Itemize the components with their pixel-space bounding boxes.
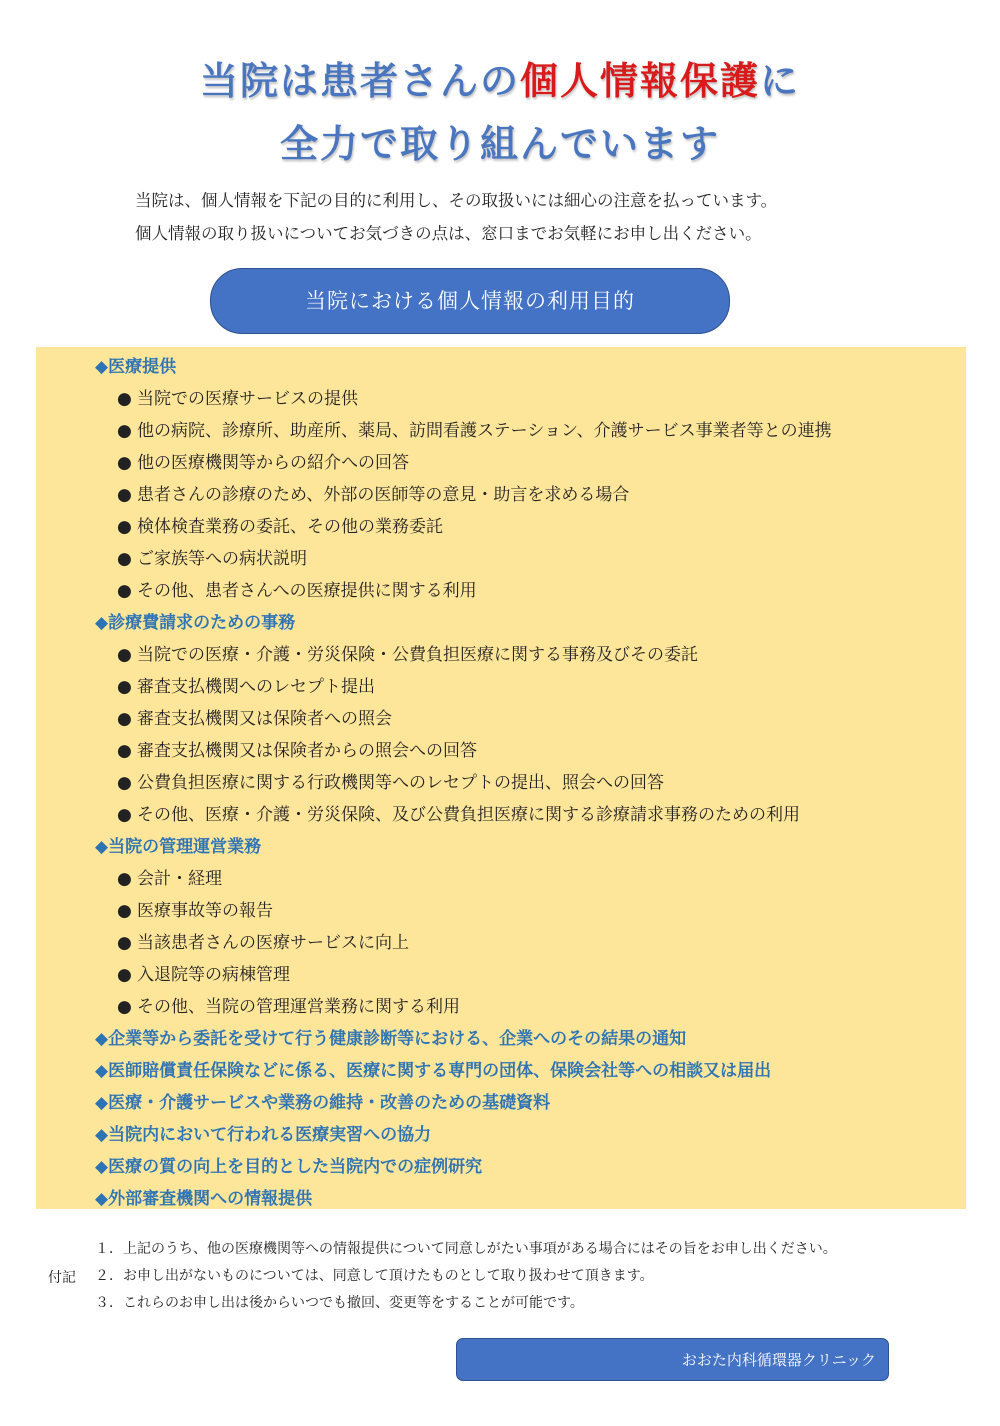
bullet-icon: ● — [117, 933, 132, 953]
list-item-text: 審査支払機関又は保険者への照会 — [137, 709, 392, 729]
bullet-icon: ● — [117, 453, 132, 473]
section-heading: ◆診療費請求のための事務 — [95, 613, 296, 633]
section-heading: ◆企業等から委託を受けて行う健康診断等における、企業へのその結果の通知 — [95, 1029, 687, 1049]
list-item-text: 会計・経理 — [137, 869, 222, 889]
title-prefix: 当院は患者さんの — [199, 59, 520, 103]
list-item-text: 審査支払機関又は保険者からの照会への回答 — [137, 741, 477, 761]
notes-label: 付記 — [48, 1270, 76, 1286]
list-item-text: その他、患者さんへの医療提供に関する利用 — [137, 581, 477, 601]
bullet-icon: ● — [117, 869, 132, 889]
bullet-icon: ● — [117, 773, 132, 793]
list-item-text: その他、当院の管理運営業務に関する利用 — [137, 997, 460, 1017]
list-item-text: 当院での医療・介護・労災保険・公費負担医療に関する事務及びその委託 — [137, 645, 698, 665]
list-item-text: 患者さんの診療のため、外部の医師等の意見・助言を求める場合 — [137, 485, 630, 505]
note-line-2: ２．お申し出がないものについては、同意して頂けたものとして取り扱わせて頂きます。 — [95, 1268, 654, 1284]
bullet-icon: ● — [117, 805, 132, 825]
intro-line1: 当院は、個人情報を下記の目的に利用し、その取扱いには細心の注意を払っています。 — [135, 191, 778, 210]
bullet-icon: ● — [117, 421, 132, 441]
list-item — [117, 384, 358, 409]
list-item — [117, 864, 222, 889]
list-item — [117, 896, 273, 921]
bullet-icon: ● — [117, 389, 132, 409]
bullet-icon: ● — [117, 485, 132, 505]
list-item-text: その他、医療・介護・労災保険、及び公費負担医療に関する診療請求事務のための利用 — [137, 805, 800, 825]
list-item — [117, 704, 392, 729]
bullet-icon: ● — [117, 581, 132, 601]
list-item — [117, 768, 664, 793]
list-item — [117, 480, 629, 505]
section-heading: ◆当院の管理運営業務 — [95, 837, 262, 857]
note-line-1: １．上記のうち、他の医療機関等への情報提供について同意しがたい事項がある場合にはその旨をお申し出ください。 — [95, 1241, 837, 1257]
list-item-text: 他の医療機関等からの紹介への回答 — [137, 453, 409, 473]
page-title-line2: 全力で取り組んでいます — [279, 122, 720, 166]
bullet-icon: ● — [117, 677, 132, 697]
list-item — [117, 544, 307, 569]
list-item-text: 他の病院、診療所、助産所、薬局、訪問看護ステーション、介護サービス事業者等との連携 — [137, 421, 832, 441]
list-item — [117, 448, 409, 473]
bullet-icon: ● — [117, 997, 132, 1017]
intro-line2: 個人情報の取り扱いについてお気づきの点は、窓口までお気軽にお申し出ください。 — [135, 224, 762, 243]
list-item-text: 公費負担医療に関する行政機関等へのレセプトの提出、照会への回答 — [137, 773, 664, 793]
list-item — [117, 672, 375, 697]
bullet-icon: ● — [117, 645, 132, 665]
list-item-text: 当該患者さんの医療サービスに向上 — [137, 933, 409, 953]
bullet-icon: ● — [117, 517, 132, 537]
purpose-heading: 当院における個人情報の利用目的 — [210, 268, 730, 334]
page-title-line1 — [0, 50, 1000, 105]
list-item — [117, 736, 477, 761]
list-item-text: 当院での医療サービスの提供 — [137, 389, 358, 409]
section-heading: ◆医療提供 — [95, 357, 177, 377]
list-item — [117, 576, 477, 601]
list-item-text: 審査支払機関へのレセプト提出 — [137, 677, 375, 697]
clinic-name: おおた内科循環器クリニック — [681, 1351, 876, 1369]
bullet-icon: ● — [117, 549, 132, 569]
list-item — [117, 512, 443, 537]
section-heading: ◆外部審査機関への情報提供 — [95, 1189, 313, 1209]
list-item-text: 検体検査業務の委託、その他の業務委託 — [137, 517, 443, 537]
list-item — [117, 960, 290, 985]
section-heading: ◆当院内において行われる医療実習への協力 — [95, 1125, 432, 1145]
bullet-icon: ● — [117, 741, 132, 761]
list-item — [117, 416, 832, 441]
clinic-name-box — [456, 1338, 889, 1381]
bullet-icon: ● — [117, 965, 132, 985]
section-heading: ◆医療・介護サービスや業務の維持・改善のための基礎資料 — [95, 1093, 551, 1113]
list-item — [117, 800, 800, 825]
list-item-text: 医療事故等の報告 — [137, 901, 273, 921]
note-line-3: ３．これらのお申し出は後からいつでも撤回、変更等をすることが可能です。 — [95, 1295, 584, 1311]
title-highlight: 個人情報保護 — [519, 59, 760, 103]
section-heading: ◆医療の質の向上を目的とした当院内での症例研究 — [95, 1157, 483, 1177]
bullet-icon: ● — [117, 709, 132, 729]
list-item — [117, 640, 698, 665]
section-heading: ◆医師賠償責任保険などに係る、医療に関する専門の団体、保険会社等への相談又は届出 — [95, 1061, 772, 1081]
bullet-icon: ● — [117, 901, 132, 921]
list-item — [117, 992, 460, 1017]
list-item-text: 入退院等の病棟管理 — [137, 965, 290, 985]
list-item — [117, 928, 409, 953]
title-suffix: に — [760, 59, 801, 103]
list-item-text: ご家族等への病状説明 — [137, 549, 307, 569]
